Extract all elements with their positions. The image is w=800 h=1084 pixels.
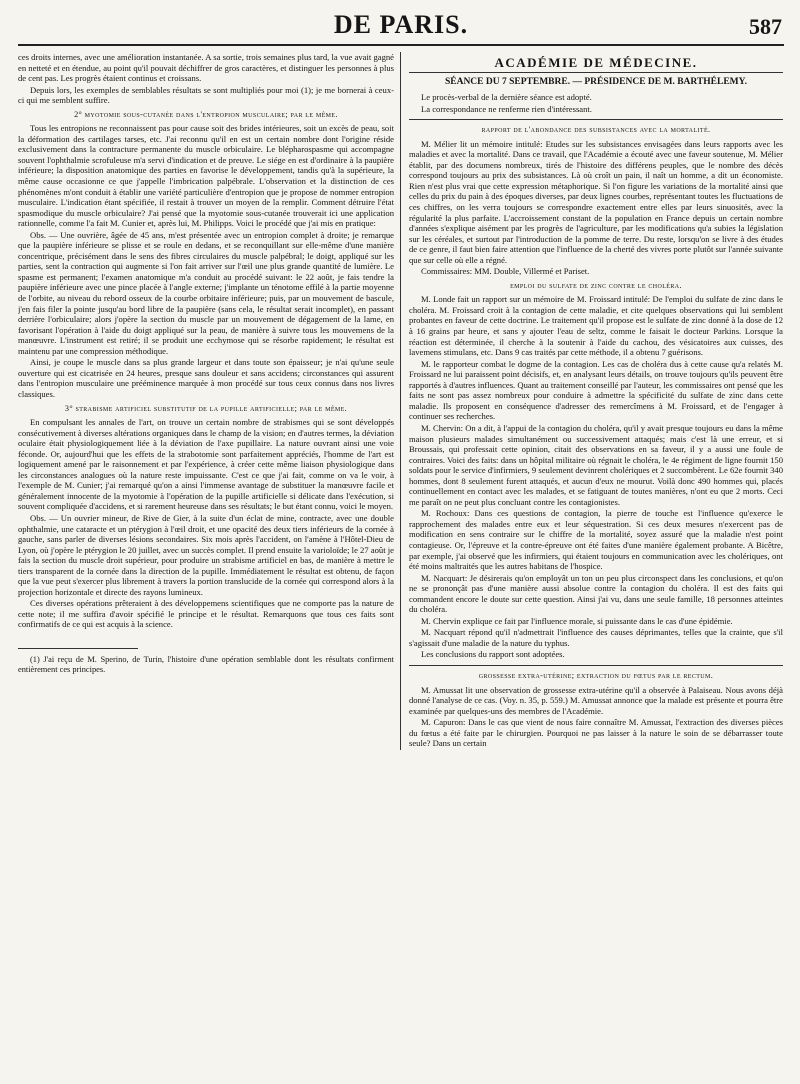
- paragraph: M. Capuron: Dans le cas que vient de nous faire connaître M. Amussat, l'extraction des diverses pièces du fœtus a été faite par le chirurgien. Pourquoi ne pas laisser à la nature le soin de se débarrasser toute seule? Dans un certain: [409, 717, 783, 749]
- paragraph: En compulsant les annales de l'art, on trouve un certain nombre de strabismes qui se sont développés consécutivement à diverses altérations organiques dans le champ de la vision; en d'autres termes, la déviation oculaire était physiologiquement liée à la déviation de l'axe pupillaire. La nature ouvrant ainsi une voie féconde. Or, aujourd'hui que les effets de la strabotomie sont parfaitement appréciés, l'homme de l'art est logiquement amené par le raisonnement et par l'expérience, à créer cette même liaison physiologique dans les circonstances analogues où la nature reste impuissante. C'est ce que j'ai fait, comme on va le voir, à l'exemple de M. Cunier; j'ai remarqué qu'on a ainsi l'immense avantage de substituer la manœuvre facile et généralement innocente de la myotomie à l'opération de la pupille artificielle si délicate dans l'exécution, si souvent compliquée d'accidens, et si rarement heureuse dans ses résultats; le but étant connu, voici le moyen.: [18, 417, 394, 512]
- page-title: DE PARIS.: [333, 10, 469, 39]
- masthead: [18, 6, 784, 46]
- subsection-heading: 3° strabisme artificiel substitutif de la pupille artificielle; par le même.: [64, 403, 348, 413]
- paragraph: Commissaires: MM. Double, Villermé et Pariset.: [421, 266, 590, 277]
- paragraph: M. Londe fait un rapport sur un mémoire de M. Froissard intitulé: De l'emploi du sulfate de zinc dans le choléra. M. Froissard croit à la contagion de cette maladie, et cite quelques observations qui lui semblent probantes en faveur de cette doctrine. Le traitement qu'il propose est le sulfate de zinc donné à la dose de 12 à 16 grains par heure, et sans y ajouter l'eau de seltz, comme le faisait le docteur Parkins. Lorsque la réaction est déterminée, il cherche à la soutenir à l'aide du cachou, des vésicatoires aux cuisses, des lavemens stimulans, etc. Dans 9 cas traités par cette méthode, il a obtenu 7 guérisons.: [409, 294, 783, 358]
- paragraph: M. le rapporteur combat le dogme de la contagion. Les cas de choléra dus à cette cause qu'a relatés M. Froissard ne lui paraissent point décisifs, et, en analysant leurs détails, on trouve toujours qu'ils peuvent être rapportés à d'autres influences. Quant au traitement conseillé par l'auteur, les commissaires ont pensé que les faits ne sont pas assez nombreux pour conduire à admettre la spécificité du sulfate de zinc dans cette maladie. Ils proposent en conséquence d'adresser des remercîmens à M. Froissard, et de l'engager à continuer ses recherches.: [409, 358, 783, 422]
- paragraph: Ces diverses opérations prêteraient à des développemens scientifiques que ne comporte pas la nature de cette note; il me suffira d'avoir spécifié le principe et le résultat. Remarquons que tous ces faits sont confirmatifs de ce qui est acquis à la science.: [18, 598, 394, 630]
- subsection-heading: grossesse extra-utérine; extraction du fœtus par le rectum.: [478, 670, 714, 680]
- page-number: 587: [749, 14, 782, 39]
- subsection-heading: 2° myotomie sous-cutanée dans l'entropion musculaire; par le même.: [74, 109, 338, 119]
- paragraph: M. Nacquart: Je désirerais qu'on employât un ton un peu plus circonspect dans les conclusions, et qu'on ne se prononçât pas d'une manière aussi absolue contre la contagion du choléra. Il est des faits qui commandent encore le doute sur cette question. Ainsi j'ai vu, dans une seule famille, 18 personnes atteintes du choléra.: [409, 572, 783, 615]
- observation-paragraph: Obs. — Un ouvrier mineur, de Rive de Gier, à la suite d'un éclat de mine, contracte, avec une double ophthalmie, une cataracte et un ptérygion à l'œil droit, et une opacité des deux tiers inférieurs de la cornée à gauche, sans parler de diverses lésions secondaires. Six mois après l'accident, on l'amène à l'Hôtel-Dieu de Lyon, où j'opère le ptérygion le 20 juillet, avec un succès complet. Il prend ensuite la varioloïde; le 27 août je fais la section du muscle droit supérieur, pour produire un strabisme artificiel en bas, de manière à mettre le tiers transparent de la cornée dans la direction de la pupille. Immédiatement le résultat est obtenu, de façon que la vue peut s'exercer plus librement à travers la portion translucide de la cornée qui correspond alors à la projection horizontale et directe des rayons lumineux.: [18, 512, 394, 597]
- subsection-heading: emploi du sulfate de zinc contre le choléra.: [510, 280, 682, 290]
- paragraph: Le procès-verbal de la dernière séance est adopté.: [421, 92, 592, 103]
- subsection-heading: rapport de l'abondance des subsistances avec la mortalité.: [481, 125, 711, 135]
- paragraph: Tous les entropions ne reconnaissent pas pour cause soit des brides intérieures, soit un excès de peau, soit la déformation des cartilages tarses, etc. J'ai reconnu qu'il en est un certain nombre dont l'origine réside exclusivement dans la contracture permanente du muscle orbiculaire. Le blépharospasme qui accompagne souvent l'ophthalmie scrofuleuse m'a servi d'indication et de preuve. Le siége en est d'ordinaire à la paupière inférieure; la disposition anatomique des parties en favorise le développement, tandis qu'à la supérieure, la même cause occasionne ce que j'appelle l'imbrication palpébrale. L'observation et la distinction de ces phénomènes m'ont conduit à établir une variété particulière d'entropion que je propose de nommer entropion musculaire. L'indication étant spécifiée, il restait à trouver un moyen de la remplir. Comment détruire l'état spasmodique du muscle orbiculaire? J'ai pensé que la myotomie sous-cutanée trouverait ici une application rationnelle, comme l'a fait M. Cunier et, après lui, M. Philipps. Voici le procédé que j'ai mis en pratique:: [18, 123, 394, 229]
- divider: [409, 119, 783, 120]
- paragraph: M. Nacquart répond qu'il n'admettrait l'influence des causes déprimantes, telles que la crainte, que s'il s'agissait d'une maladie de la nature du typhus.: [409, 627, 783, 648]
- footnote: (1) J'ai reçu de M. Sperino, de Turin, l'histoire d'une opération semblable dont les résultats confirment entièrement ces principes.: [18, 654, 394, 675]
- divider: [409, 665, 783, 666]
- session-heading: SÉANCE DU 7 SEPTEMBRE. — PRÉSIDENCE DE M. BARTHÉLEMY.: [444, 76, 748, 87]
- paragraph: Depuis lors, les exemples de semblables résultats se sont multipliés pour moi (1); je me bornerai à ceux-ci qui me semblent suffire.: [18, 84, 394, 106]
- paragraph: La correspondance ne renferme rien d'intéressant.: [421, 103, 592, 114]
- section-title: ACADÉMIE DE MÉDECINE.: [409, 58, 783, 73]
- paragraph: M. Amussat lit une observation de grossesse extra-utérine qu'il a observée à Palaiseau. Nous avons déjà donné l'analyse de ce cas. (Voy. n. 35, p. 559.) M. Amussat annonce que la malade est présente et pourra être examinée par quelques-uns des membres de l'Académie.: [409, 684, 783, 716]
- right-column: [400, 52, 783, 750]
- observation-paragraph: Obs. — Une ouvrière, âgée de 45 ans, m'est présentée avec un entropion complet à droite; je remarque que la paupière inférieure se plisse et se roule en dedans, et se reconquillant sur elle-même d'une manière concentrique, précisément dans le sens des fibres circulaires du muscle palpébral; le doigt, appliqué sur les parties, sent la contraction qui augmente si l'on fait arriver sur l'œil une plus grande quantité de lumière. Le spasme est permanent; l'examen anatomique m'a conduit au procédé suivant: le 22 août, je fais tendre la paupière inférieure avec une pince placée à l'angle externe; j'implante un ténotome effilé à la partie moyenne de l'orbite, au niveau du rebord osseux de la courbe orbitaire inférieure; puis, par un mouvement de bascule, j'en fais filer la pointe jusqu'au bord libre de la paupière (sans cela, le résultat serait incomplet), en passant derrière l'orbiculaire; alors j'opère la section du muscle par un mouvement de dégagement de la lame, en favorisant l'opération à l'aide du doigt appliqué sur la peau, de manière à suivre tous les mouvemens de la manœuvre. L'instrument est retiré; il se produit une ecchymose qui se résorbe rapidement; le résultat est maintenu par une compression méthodique.: [18, 229, 394, 356]
- paragraph: Ainsi, je coupe le muscle dans sa plus grande largeur et dans toute son épaisseur; je n'ai qu'une seule ouverture qui est cicatrisée en 24 heures, presque sans douleur et sans accidens; circonstances qui assurent dans l'entropion musculaire une prééminence marquée à mon procédé sur tous ceux connus dans nos livres classiques.: [18, 357, 394, 399]
- paragraph: M. Rochoux: Dans ces questions de contagion, la pierre de touche est l'influence qu'exerce le rapprochement des malades entre eux et leur séquestration. Si ces deux mesures n'exercent pas de modification en sens contraire sur le chiffre de la mortalité, soyez assuré que la maladie n'est point contagieuse. Or, l'épreuve et la contre-épreuve ont été faites d'une manière également probante. A Bicêtre, par exemple, j'ai observé que les infirmiers, qui étaient toujours en communication avec les cholériques, ont été moins maltraités que les autres habitans de l'hospice.: [409, 508, 783, 572]
- paragraph: ces droits internes, avec une amélioration instantanée. A sa sortie, trois semaines plus tard, la vue avait gagné en netteté et en étendue, au point qu'il pouvait déchiffrer de gros caractères, et distinguer les personnes à plus de cent pas. Les progrès étaient continus et croissans.: [18, 52, 394, 84]
- paragraph: Les conclusions du rapport sont adoptées.: [421, 649, 565, 660]
- paragraph: M. Mélier lit un mémoire intitulé: Etudes sur les subsistances envisagées dans leurs rapports avec les maladies et avec la mortalité. Dans ce travail, que l'Académie a écouté avec une faveur soutenue, M. Mélier établit, par des documens nombreux, tirés de l'histoire des différens peuples, que le nombre des décès correspond toujours au prix des subsistances. Là où croît un pain, il naît un homme, a dit un économiste. Rien n'est plus vrai que cette expression métaphorique. Si l'on figure les variations de la mortalité ainsi que celles du prix du pain à des époques diverses, par deux lignes courbes, représentant toutes les fluctuations de ces chiffres, on les verra toujours se correspondre exactement entre elles par leurs sinuosités, avec la régularité la plus parfaite. L'accroissement constant de la population en France depuis un certain nombre d'années s'explique aisément par les progrès de l'agriculture, par les modifications qu'a subies la législation sur les céréales, et surtout par l'introduction de la pomme de terre. Du reste, lorsqu'on se livre à des études de ce genre, il faut bien faire attention que l'influence de la cherté des vivres porte plutôt sur l'année suivante que sur celle où elle a régné.: [409, 138, 783, 265]
- left-column: [18, 52, 400, 750]
- footnote-divider: [18, 648, 138, 649]
- columns: [18, 52, 784, 750]
- paragraph: M. Chervin explique ce fait par l'influence morale, si puissante dans le cas d'une épidémie.: [421, 615, 733, 626]
- paragraph: M. Chervin: On a dit, à l'appui de la contagion du choléra, qu'il y avait presque toujours eu dans la même maison plusieurs malades simultanément ou successivement attaqués; mais c'est là une erreur, et si Broussais, qui professait cette opinion, citait des observations en sa faveur, il y a aussi une foule de contraires. Voici des faits: dans un hôpital militaire où régnait le choléra, le 4e régiment de ligne fournit 150 soldats pour le service d'infirmiers, 9 seulement devinrent cholériques et 2 succombèrent. Le 62e fournit 340 hommes, dont 8 seulement furent attaqués, et aucun d'eux ne mourut. Voilà donc 490 hommes qui, placés continuellement en contact avec les malades, et se fatiguant de toutes manières, n'ont eu que 2 morts. Ceci me paraît on ne peut plus concluant contre les contagionistes.: [409, 422, 783, 507]
